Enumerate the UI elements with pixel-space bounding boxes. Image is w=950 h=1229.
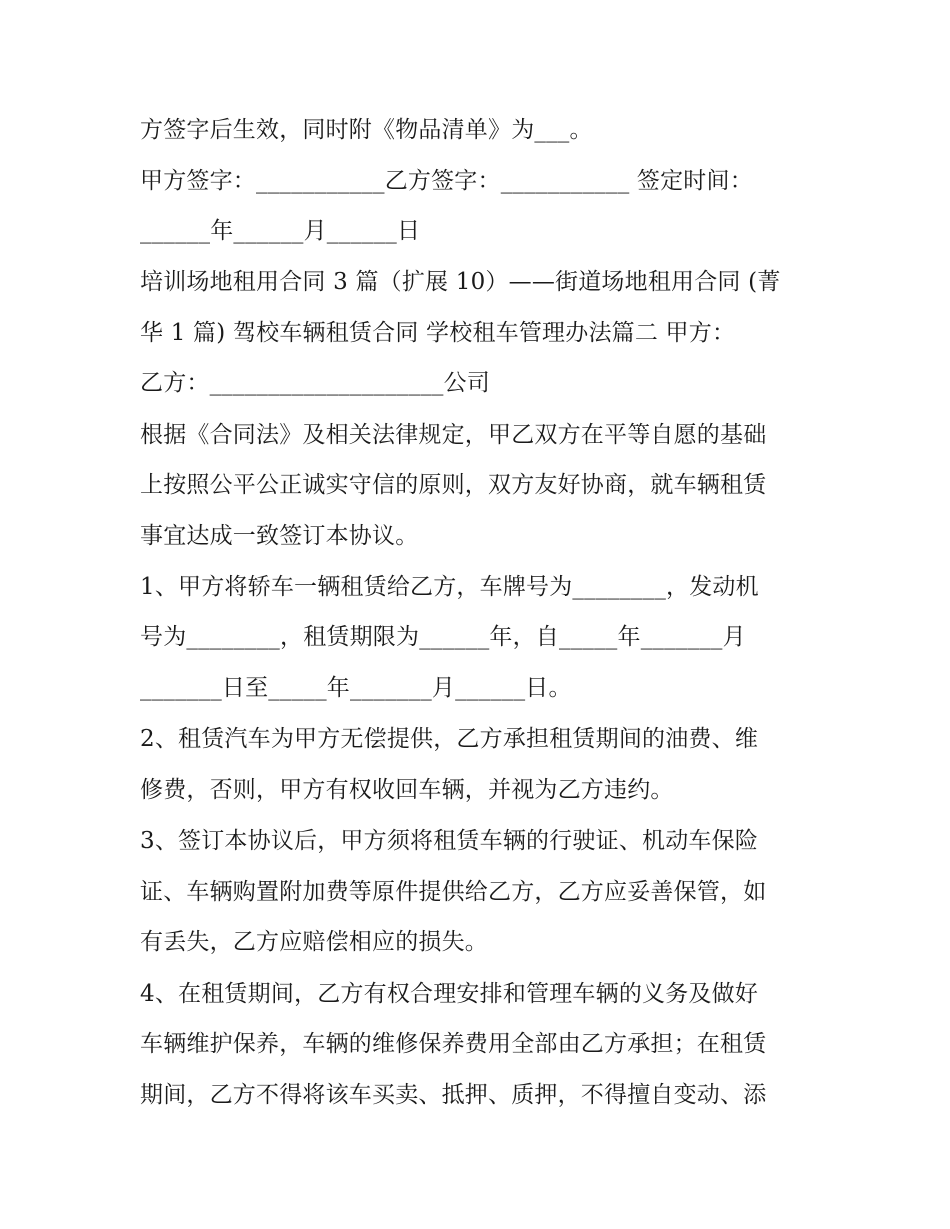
text-line: 甲方签字：___________乙方签字：___________ 签定时间： — [140, 168, 753, 194]
text-line: 培训场地租用合同 3 篇（扩展 10）——街道场地租用合同 (菁 — [140, 269, 781, 295]
text-line: 车辆维护保养，车辆的维修保养费用全部由乙方承担；在租赁 — [140, 1031, 767, 1057]
text-line: 有丢失，乙方应赔偿相应的损失。 — [140, 929, 488, 955]
text-line: 乙方：____________________公司 — [140, 370, 490, 396]
text-line: ______年______月______日 — [140, 218, 421, 244]
text-line: 方签字后生效，同时附《物品清单》为___。 — [140, 117, 593, 143]
text-line: 上按照公平公正诚实守信的原则，双方友好协商，就车辆租赁 — [140, 472, 767, 498]
text-line: 修费，否则，甲方有权收回车辆，并视为乙方违约。 — [140, 777, 674, 803]
text-line: 事宜达成一致签订本协议。 — [140, 523, 419, 549]
text-line: _______日至_____年_______月______日。 — [140, 675, 572, 701]
text-line: 4、在租赁期间，乙方有权合理安排和管理车辆的义务及做好 — [140, 981, 759, 1007]
text-line: 2、租赁汽车为甲方无偿提供，乙方承担租赁期间的油费、维 — [140, 726, 759, 752]
text-line: 证、车辆购置附加费等原件提供给乙方，乙方应妥善保管，如 — [140, 879, 767, 905]
text-line: 3、签订本协议后，甲方须将租赁车辆的行驶证、机动车保险 — [140, 828, 759, 854]
text-line: 1、甲方将轿车一辆租赁给乙方，车牌号为________，发动机 — [140, 574, 759, 600]
text-line: 根据《合同法》及相关法律规定，甲乙双方在平等自愿的基础 — [140, 422, 767, 448]
text-line: 号为________，租赁期限为______年，自_____年_______月 — [140, 624, 746, 650]
text-line: 华 1 篇) 驾校车辆租赁合同 学校租车管理办法篇二 甲方： — [140, 320, 736, 346]
text-line: 期间，乙方不得将该车买卖、抵押、质押，不得擅自变动、添 — [140, 1082, 767, 1108]
